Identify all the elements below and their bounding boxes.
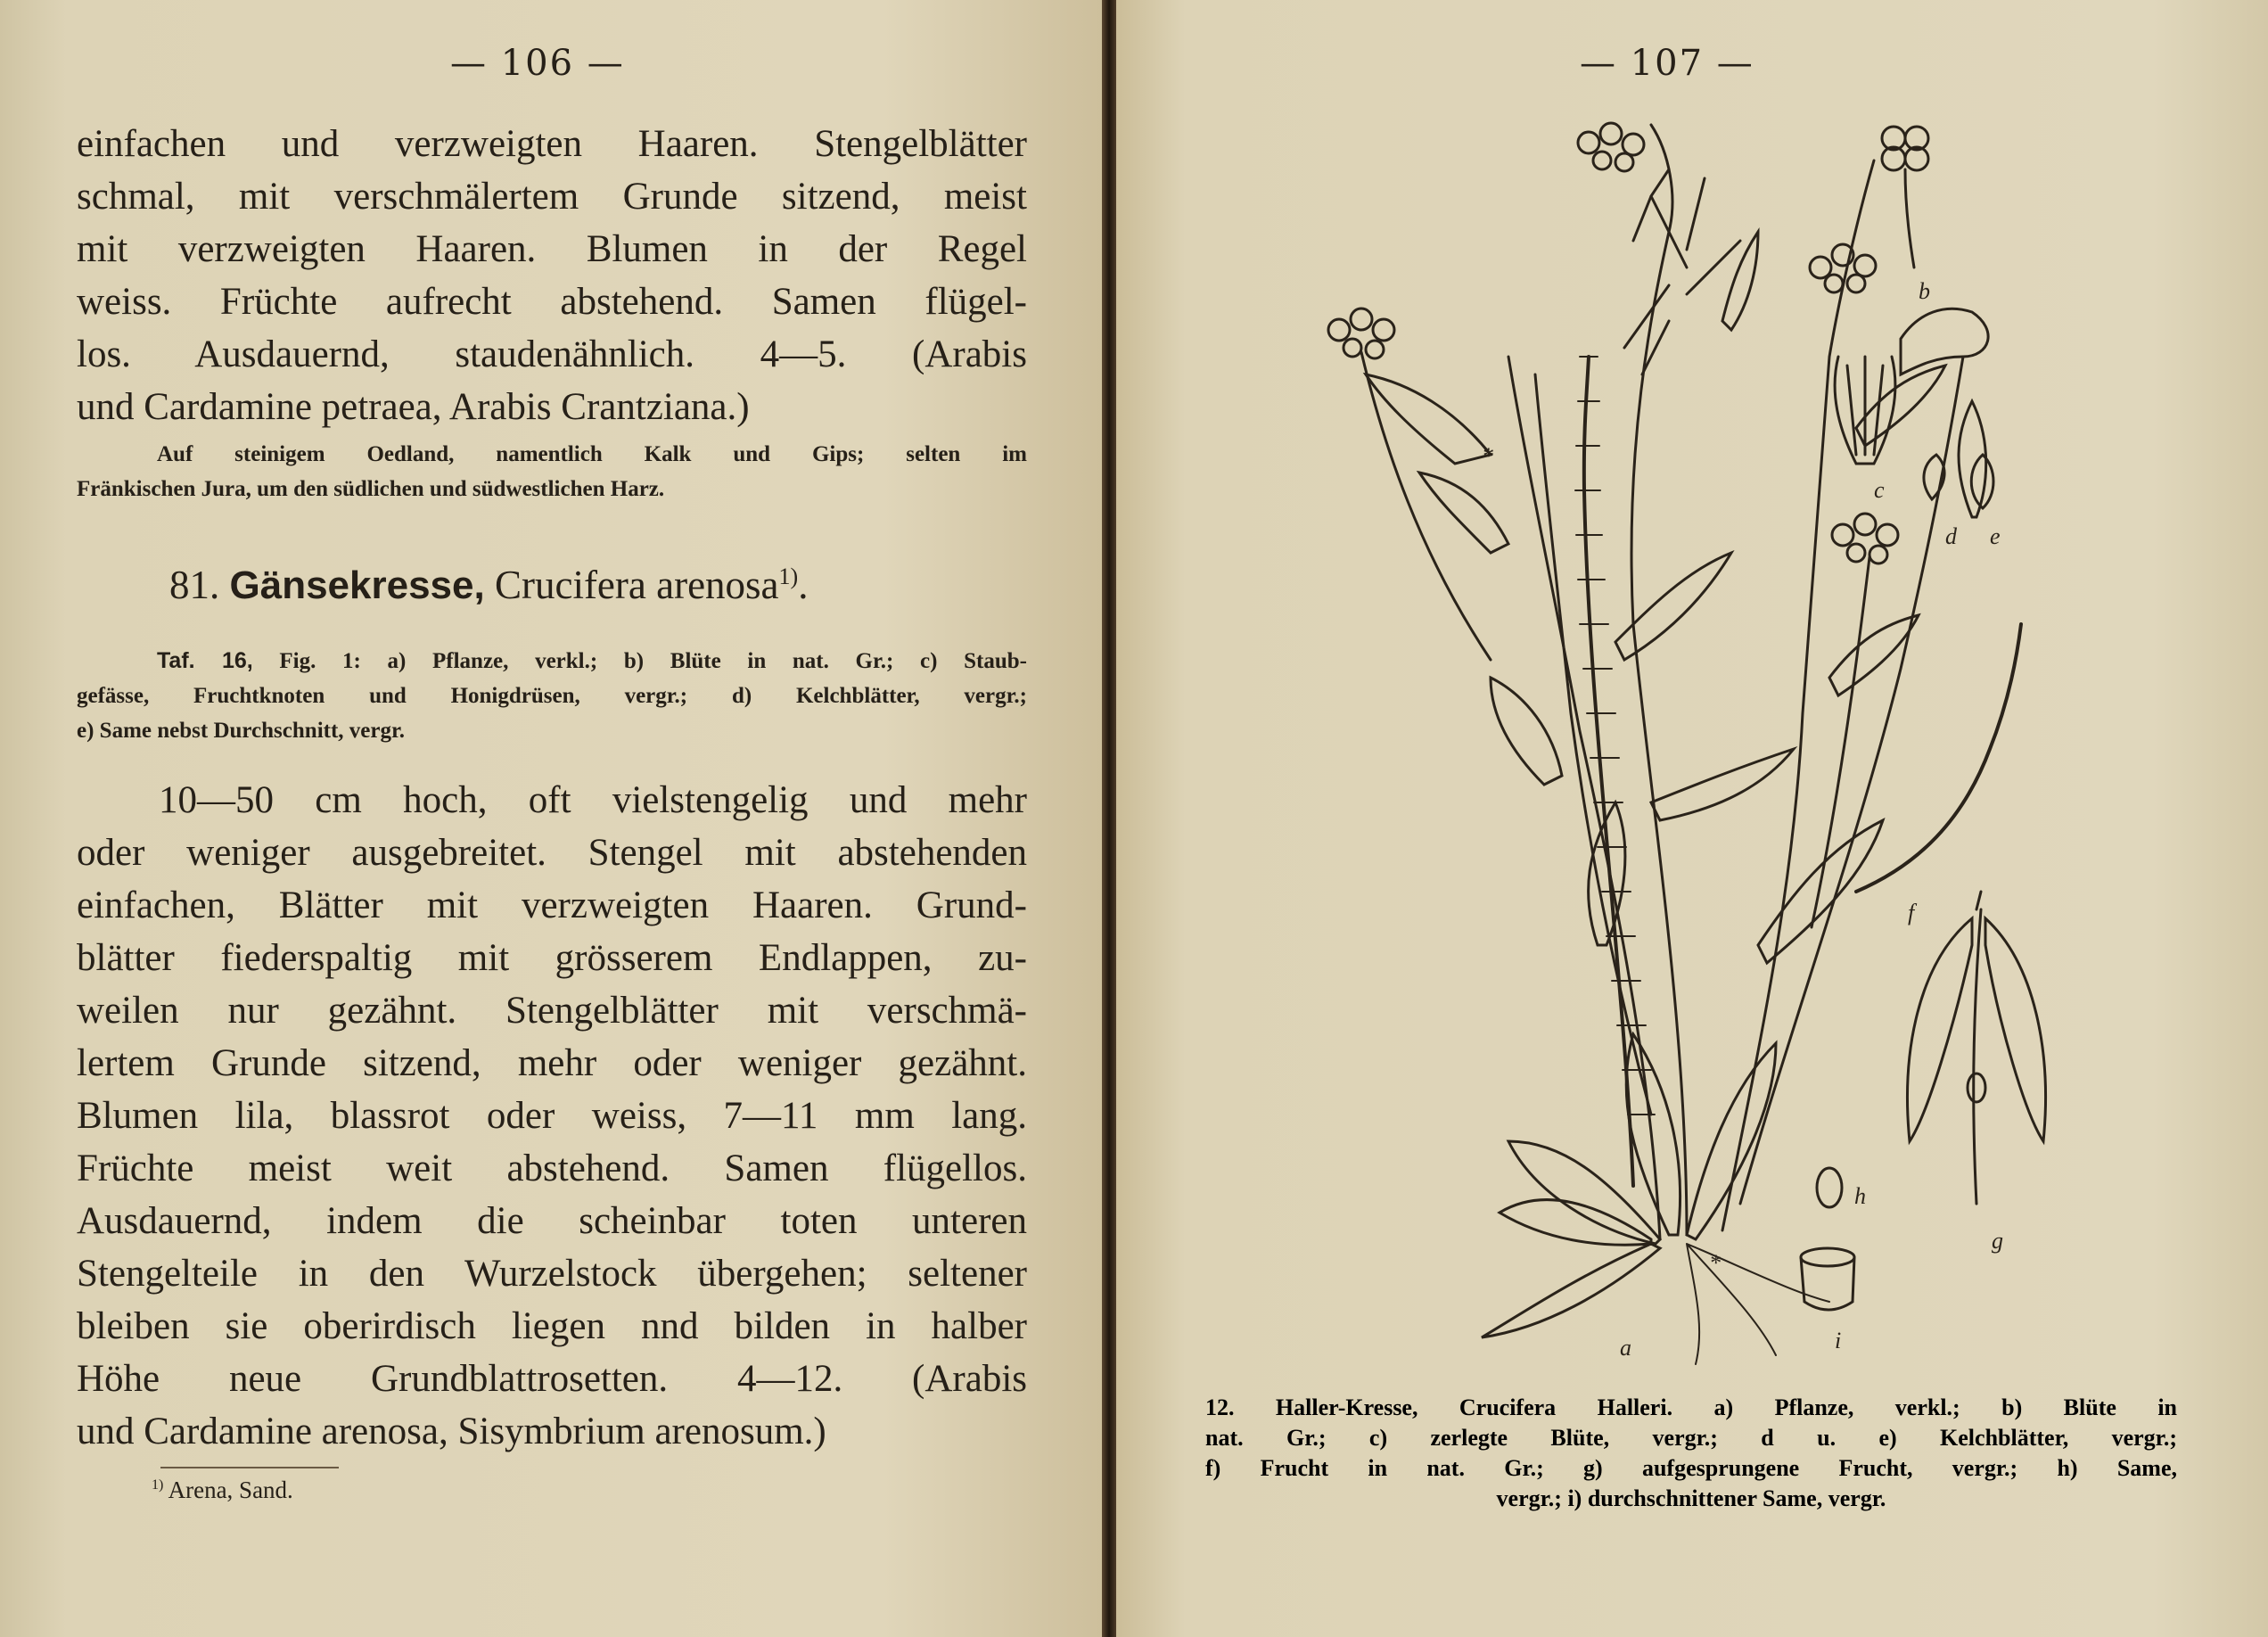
figure-c-dissected xyxy=(1835,308,1988,464)
stem-hairs xyxy=(1575,357,1655,1115)
text-line: mit verzweigten Haaren. Blumen in der Regel xyxy=(77,228,1027,270)
figure-label-f: f xyxy=(1908,900,1915,925)
text-line: und Cardamine arenosa, Sisymbrium arenosum.) xyxy=(77,1411,826,1452)
footnote-mark: 1) xyxy=(152,1477,164,1493)
figure-label-c: c xyxy=(1874,477,1885,503)
description-paragraph xyxy=(77,774,1027,1458)
text-line: Höhe neue Grundblattrosetten. 4—12. (Arabis xyxy=(77,1358,1027,1400)
leaf xyxy=(1366,374,1491,464)
caption-line: nat. Gr.; c) zerlegte Blüte, vergr.; d u. e) Kelchblätter, vergr.; xyxy=(1205,1425,2177,1451)
section-heading xyxy=(169,562,808,608)
leaf xyxy=(1856,366,1945,446)
figure-g-opened-fruit xyxy=(1908,892,2046,1204)
text-line: schmal, mit verschmälertem Grunde sitzend, meist xyxy=(77,176,1027,218)
text-line: lertem Grunde sitzend, mehr oder weniger gezähnt. xyxy=(77,1042,1027,1084)
basal-leaf xyxy=(1687,1043,1776,1239)
plate-ref-head: Taf. 16, xyxy=(157,648,253,673)
text-line: und Cardamine petraea, Arabis Crantziana.) xyxy=(77,386,750,428)
plate-ref-line: gefässe, Fruchtknoten und Honigdrüsen, vergr.; d) Kelchblätter, vergr.; xyxy=(77,684,1027,708)
basal-leaf xyxy=(1626,1034,1680,1235)
leaf xyxy=(1491,678,1562,785)
footnote-text: Arena, Sand. xyxy=(168,1477,293,1503)
basal-leaf xyxy=(1482,1244,1660,1337)
leaf xyxy=(1419,473,1508,553)
figure-b-flower xyxy=(1882,127,1928,267)
leaf xyxy=(1722,232,1758,330)
botanical-illustration xyxy=(1116,89,2268,1373)
plate-ref-line: e) Same nebst Durchschnitt, vergr. xyxy=(77,719,406,743)
text-line: einfachen, Blätter mit verzweigten Haaren. Grund- xyxy=(77,884,1027,926)
leaf xyxy=(1651,749,1794,820)
left-page xyxy=(0,0,1102,1637)
text-line: los. Ausdauernd, staudenähnlich. 4—5. (Arabis xyxy=(77,333,1027,375)
habitat-line: Fränkischen Jura, um den südlichen und südwestlichen Harz. xyxy=(77,477,665,501)
figure-label-e: e xyxy=(1990,523,2001,549)
figure-caption xyxy=(1205,1393,2177,1514)
plate-ref-rest: Fig. 1: a) Pflanze, verkl.; b) Blüte in nat. Gr.; c) Staub- xyxy=(279,649,1027,673)
text-line: 10—50 cm hoch, oft vielstengelig und mehr xyxy=(159,779,1027,821)
text-line: einfachen und verzweigten Haaren. Stengelblätter xyxy=(77,123,1027,165)
page-number-right: — 107 — xyxy=(1580,43,1754,84)
figure-label-i: i xyxy=(1835,1328,1842,1353)
text-line: oder weniger ausgebreitet. Stengel mit abstehenden xyxy=(77,832,1027,874)
flower-head xyxy=(1578,123,1644,171)
leaf xyxy=(1959,401,1986,517)
stem xyxy=(1812,557,1869,927)
text-line: blätter fiederspaltig mit grösserem Endlappen, zu- xyxy=(77,937,1027,979)
figure-label-g: g xyxy=(1992,1228,2003,1254)
section-number: 81. xyxy=(169,563,220,607)
figure-label-b: b xyxy=(1919,278,1930,304)
flower-head xyxy=(1832,514,1898,563)
figure-label-star-bottom: * xyxy=(1709,1250,1721,1276)
habitat-line: Auf steinigem Oedland, namentlich Kalk und Gips; selten im xyxy=(157,442,1027,466)
section-end: . xyxy=(798,563,809,607)
plate-reference xyxy=(77,644,1027,748)
footnote-mark: 1) xyxy=(778,563,799,589)
figure-h-seed xyxy=(1817,1168,1842,1207)
siliques xyxy=(1624,169,1740,374)
leaf xyxy=(1829,615,1919,695)
caption-line: 12. Haller-Kresse, Crucifera Halleri. a) Pflanze, verkl.; b) Blüte in xyxy=(1205,1394,2177,1420)
footnote xyxy=(152,1477,293,1504)
section-latin: Crucifera arenosa xyxy=(494,563,779,607)
flower-head xyxy=(1810,244,1876,292)
figure-label-star-top: * xyxy=(1482,443,1493,469)
page-number-left: — 106 — xyxy=(450,43,625,84)
top-paragraph xyxy=(77,118,1027,433)
text-line: Blumen lila, blassrot oder weiss, 7—11 mm lang. xyxy=(77,1095,1027,1137)
text-line: Stengelteile in den Wurzelstock übergehen; seltener xyxy=(77,1253,1027,1295)
caption-line: vergr.; i) durchschnittener Same, vergr. xyxy=(1496,1485,1886,1511)
section-name: Gänsekresse, xyxy=(229,563,485,607)
plate-ref-line xyxy=(77,644,1027,679)
caption-line: f) Frucht in nat. Gr.; g) aufgesprungene Frucht, vergr.; h) Same, xyxy=(1205,1455,2177,1481)
figure-label-d: d xyxy=(1945,523,1957,549)
figure-label-a: a xyxy=(1620,1335,1631,1361)
figure-label-h: h xyxy=(1854,1183,1866,1209)
text-line: bleiben sie oberirdisch liegen nnd bilden in halber xyxy=(77,1305,1027,1347)
text-line: weiss. Früchte aufrecht abstehend. Samen flügel- xyxy=(77,281,1027,323)
text-line: Ausdauernd, indem die scheinbar toten unteren xyxy=(77,1200,1027,1242)
stem-hairy xyxy=(1584,357,1633,1186)
habitat-note xyxy=(77,437,1027,506)
text-line: Früchte meist weit abstehend. Samen flügellos. xyxy=(77,1148,1027,1189)
footnote-rule xyxy=(160,1467,339,1468)
book-gutter xyxy=(1102,0,1116,1637)
text-line: weilen nur gezähnt. Stengelblätter mit verschmä- xyxy=(77,990,1027,1032)
